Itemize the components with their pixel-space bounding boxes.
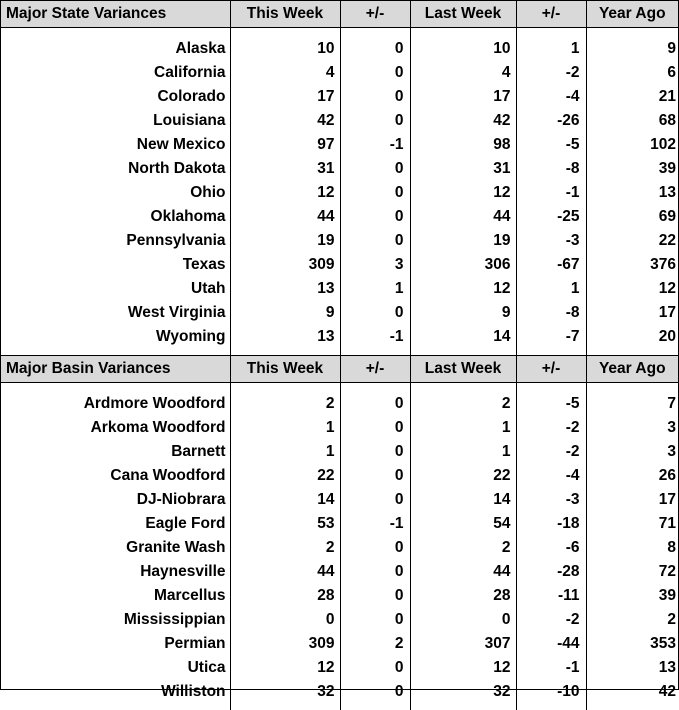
- table-row: [1, 301, 678, 325]
- state-cell-last-week: 9: [410, 301, 516, 325]
- basin-cell-last-week: 12: [410, 656, 516, 680]
- state-cell-year-ago: 102: [586, 133, 678, 157]
- basin-cell-name: Utica: [187, 659, 226, 677]
- basin-cell-this-week: 12: [230, 656, 340, 680]
- state-cell-last-week: 44: [410, 205, 516, 229]
- state-cell-this-week: 13: [230, 325, 340, 349]
- basin-header-last-week-change: +/-: [516, 356, 586, 383]
- state-cell-this-week: 4: [230, 61, 340, 85]
- basin-cell-last-week-change: -11: [516, 584, 586, 608]
- state-header-name: Major State Variances: [1, 1, 230, 28]
- table-row: [1, 560, 678, 584]
- state-cell-this-week-change: 0: [340, 301, 410, 325]
- basin-cell-year-ago: 3: [586, 416, 678, 440]
- state-cell-this-week-change: 0: [340, 37, 410, 61]
- basin-cell-last-week-change: -18: [516, 512, 586, 536]
- basin-cell-last-week-change: -10: [516, 680, 586, 704]
- state-cell-last-week-change: -25: [516, 205, 586, 229]
- table-row: [1, 536, 678, 560]
- table-row: [1, 512, 678, 536]
- table-row: [1, 656, 678, 680]
- state-cell-name: Alaska: [175, 40, 226, 58]
- basin-header-this-week-change: +/-: [340, 356, 410, 383]
- state-header-this-week-change: +/-: [340, 1, 410, 28]
- state-cell-this-week-change: 0: [340, 61, 410, 85]
- state-cell-name: New Mexico: [136, 136, 226, 154]
- state-cell-name: West Virginia: [127, 304, 226, 322]
- basin-cell-this-week: 32: [230, 680, 340, 704]
- basin-cell-last-week: 28: [410, 584, 516, 608]
- table-row: [1, 157, 678, 181]
- state-cell-this-week: 309: [230, 253, 340, 277]
- basin-cell-this-week: 2: [230, 536, 340, 560]
- basin-cell-this-week: 22: [230, 464, 340, 488]
- state-cell-last-week: 12: [410, 181, 516, 205]
- table-row: [1, 680, 678, 704]
- state-cell-name: Oklahoma: [150, 208, 226, 226]
- basin-cell-last-week-change: -1: [516, 656, 586, 680]
- state-cell-last-week: 19: [410, 229, 516, 253]
- basin-cell-last-week-change: -2: [516, 440, 586, 464]
- basin-cell-this-week: 14: [230, 488, 340, 512]
- basin-cell-year-ago: 13: [586, 656, 678, 680]
- state-cell-this-week: 13: [230, 277, 340, 301]
- variance-table: [1, 1, 678, 710]
- state-header-last-week-change: +/-: [516, 1, 586, 28]
- basin-header-last-week: Last Week: [410, 356, 516, 383]
- state-cell-year-ago: 12: [586, 277, 678, 301]
- state-cell-this-week-change: 0: [340, 157, 410, 181]
- state-header-this-week: This Week: [230, 1, 340, 28]
- basin-cell-year-ago: 72: [586, 560, 678, 584]
- basin-cell-name: Mississippian: [123, 611, 226, 629]
- state-cell-name: Utah: [191, 280, 226, 298]
- table-row: [1, 133, 678, 157]
- basin-cell-this-week: 44: [230, 560, 340, 584]
- basin-cell-last-week: 307: [410, 632, 516, 656]
- state-cell-this-week-change: 0: [340, 109, 410, 133]
- state-cell-this-week: 31: [230, 157, 340, 181]
- basin-cell-this-week-change: 0: [340, 416, 410, 440]
- basin-cell-last-week-change: -44: [516, 632, 586, 656]
- basin-cell-last-week-change: -3: [516, 488, 586, 512]
- basin-cell-this-week: 2: [230, 392, 340, 416]
- basin-cell-name: Ardmore Woodford: [83, 395, 226, 413]
- state-cell-name: Ohio: [190, 184, 226, 202]
- basin-cell-name: Arkoma Woodford: [90, 419, 226, 437]
- table-row: [1, 109, 678, 133]
- state-cell-year-ago: 39: [586, 157, 678, 181]
- basin-cell-last-week-change: -2: [516, 608, 586, 632]
- state-cell-this-week-change: 0: [340, 85, 410, 109]
- basin-cell-this-week-change: 0: [340, 584, 410, 608]
- state-cell-this-week: 44: [230, 205, 340, 229]
- basin-cell-this-week: 0: [230, 608, 340, 632]
- basin-cell-name: Marcellus: [153, 587, 226, 605]
- basin-cell-this-week-change: 2: [340, 632, 410, 656]
- basin-cell-last-week: 1: [410, 440, 516, 464]
- basin-cell-name: Cana Woodford: [110, 467, 226, 485]
- basin-cell-last-week-change: -2: [516, 416, 586, 440]
- table-row: [1, 181, 678, 205]
- state-cell-last-week-change: 1: [516, 277, 586, 301]
- table-row: [1, 440, 678, 464]
- state-cell-last-week-change: -26: [516, 109, 586, 133]
- basin-cell-year-ago: 17: [586, 488, 678, 512]
- basin-cell-name: Barnett: [171, 443, 226, 461]
- state-cell-last-week-change: -7: [516, 325, 586, 349]
- basin-cell-year-ago: 39: [586, 584, 678, 608]
- basin-cell-year-ago: 3: [586, 440, 678, 464]
- variance-table-body: [1, 1, 678, 710]
- state-cell-last-week: 98: [410, 133, 516, 157]
- state-spacer-row: [1, 28, 678, 38]
- basin-cell-last-week: 44: [410, 560, 516, 584]
- table-row: [1, 392, 678, 416]
- basin-cell-name: Permian: [164, 635, 226, 653]
- state-cell-last-week: 31: [410, 157, 516, 181]
- state-cell-year-ago: 20: [586, 325, 678, 349]
- state-cell-year-ago: 69: [586, 205, 678, 229]
- basin-cell-this-week-change: 0: [340, 680, 410, 704]
- basin-cell-this-week: 309: [230, 632, 340, 656]
- basin-cell-year-ago: 8: [586, 536, 678, 560]
- state-cell-year-ago: 6: [586, 61, 678, 85]
- basin-cell-this-week-change: 0: [340, 440, 410, 464]
- basin-cell-this-week-change: 0: [340, 536, 410, 560]
- state-cell-last-week-change: -67: [516, 253, 586, 277]
- table-row: [1, 416, 678, 440]
- state-header-last-week: Last Week: [410, 1, 516, 28]
- state-cell-last-week: 17: [410, 85, 516, 109]
- basin-cell-year-ago: 7: [586, 392, 678, 416]
- state-cell-name: Colorado: [157, 88, 226, 106]
- state-cell-this-week-change: -1: [340, 133, 410, 157]
- state-cell-name: North Dakota: [128, 160, 226, 178]
- basin-cell-year-ago: 71: [586, 512, 678, 536]
- state-cell-year-ago: 376: [586, 253, 678, 277]
- state-cell-last-week-change: -1: [516, 181, 586, 205]
- state-cell-this-week: 19: [230, 229, 340, 253]
- state-cell-last-week-change: -4: [516, 85, 586, 109]
- state-cell-last-week-change: 1: [516, 37, 586, 61]
- state-cell-last-week: 4: [410, 61, 516, 85]
- state-cell-this-week-change: -1: [340, 325, 410, 349]
- basin-cell-this-week-change: -1: [340, 512, 410, 536]
- state-cell-last-week: 12: [410, 277, 516, 301]
- state-cell-last-week: 14: [410, 325, 516, 349]
- table-row: [1, 488, 678, 512]
- basin-cell-this-week: 28: [230, 584, 340, 608]
- state-cell-year-ago: 68: [586, 109, 678, 133]
- basin-cell-this-week: 53: [230, 512, 340, 536]
- basin-cell-year-ago: 26: [586, 464, 678, 488]
- table-row: [1, 205, 678, 229]
- state-cell-name: Pennsylvania: [126, 232, 226, 250]
- basin-cell-last-week-change: -5: [516, 392, 586, 416]
- state-cell-year-ago: 17: [586, 301, 678, 325]
- basin-header-this-week: This Week: [230, 356, 340, 383]
- basin-cell-year-ago: 42: [586, 680, 678, 704]
- state-cell-name: California: [154, 64, 226, 82]
- basin-cell-this-week-change: 0: [340, 488, 410, 512]
- table-row: [1, 584, 678, 608]
- state-cell-this-week-change: 0: [340, 181, 410, 205]
- state-cell-this-week: 97: [230, 133, 340, 157]
- state-cell-this-week-change: 0: [340, 229, 410, 253]
- state-header-year-ago: Year Ago: [586, 1, 678, 28]
- state-cell-name: Texas: [182, 256, 226, 274]
- table-row: [1, 464, 678, 488]
- state-cell-last-week: 306: [410, 253, 516, 277]
- basin-cell-last-week: 22: [410, 464, 516, 488]
- state-cell-this-week-change: 3: [340, 253, 410, 277]
- state-cell-name: Wyoming: [156, 328, 226, 346]
- basin-cell-this-week-change: 0: [340, 656, 410, 680]
- basin-header-year-ago: Year Ago: [586, 356, 678, 383]
- basin-cell-last-week: 2: [410, 536, 516, 560]
- table-row: [1, 277, 678, 301]
- basin-cell-last-week: 1: [410, 416, 516, 440]
- state-cell-year-ago: 21: [586, 85, 678, 109]
- table-row: [1, 325, 678, 349]
- basin-cell-this-week-change: 0: [340, 560, 410, 584]
- table-row: [1, 632, 678, 656]
- basin-cell-last-week: 0: [410, 608, 516, 632]
- table-row: [1, 61, 678, 85]
- basin-cell-name: Williston: [161, 683, 226, 701]
- basin-cell-name: Eagle Ford: [145, 515, 226, 533]
- table-row: [1, 253, 678, 277]
- basin-cell-name: Granite Wash: [126, 539, 226, 557]
- state-cell-this-week: 10: [230, 37, 340, 61]
- state-cell-this-week: 9: [230, 301, 340, 325]
- basin-end-spacer-row: [1, 704, 678, 710]
- state-cell-this-week: 12: [230, 181, 340, 205]
- table-row: [1, 608, 678, 632]
- state-cell-last-week-change: -8: [516, 157, 586, 181]
- basin-spacer-row: [1, 383, 678, 393]
- state-cell-this-week: 17: [230, 85, 340, 109]
- basin-cell-name: Haynesville: [140, 563, 226, 581]
- basin-cell-last-week: 2: [410, 392, 516, 416]
- basin-cell-this-week-change: 0: [340, 464, 410, 488]
- basin-cell-this-week-change: 0: [340, 608, 410, 632]
- table-row: [1, 229, 678, 253]
- state-cell-year-ago: 22: [586, 229, 678, 253]
- state-cell-last-week: 42: [410, 109, 516, 133]
- state-cell-this-week-change: 1: [340, 277, 410, 301]
- basin-cell-last-week-change: -6: [516, 536, 586, 560]
- state-cell-this-week: 42: [230, 109, 340, 133]
- basin-cell-year-ago: 353: [586, 632, 678, 656]
- state-cell-year-ago: 9: [586, 37, 678, 61]
- state-cell-last-week-change: -2: [516, 61, 586, 85]
- basin-cell-last-week-change: -28: [516, 560, 586, 584]
- state-cell-year-ago: 13: [586, 181, 678, 205]
- basin-cell-this-week: 1: [230, 440, 340, 464]
- state-header-row: [1, 1, 678, 28]
- state-cell-last-week: 10: [410, 37, 516, 61]
- state-cell-name: Louisiana: [153, 112, 226, 130]
- basin-cell-last-week: 32: [410, 680, 516, 704]
- table-row: [1, 37, 678, 61]
- basin-cell-this-week: 1: [230, 416, 340, 440]
- basin-cell-name: DJ-Niobrara: [136, 491, 226, 509]
- basin-header-row: [1, 356, 678, 383]
- state-cell-last-week-change: -3: [516, 229, 586, 253]
- basin-cell-last-week: 54: [410, 512, 516, 536]
- basin-header-name: Major Basin Variances: [1, 356, 230, 383]
- table-row: [1, 85, 678, 109]
- basin-cell-year-ago: 2: [586, 608, 678, 632]
- basin-cell-last-week: 14: [410, 488, 516, 512]
- basin-cell-last-week-change: -4: [516, 464, 586, 488]
- state-cell-last-week-change: -8: [516, 301, 586, 325]
- state-cell-last-week-change: -5: [516, 133, 586, 157]
- basin-cell-this-week-change: 0: [340, 392, 410, 416]
- state-cell-this-week-change: 0: [340, 205, 410, 229]
